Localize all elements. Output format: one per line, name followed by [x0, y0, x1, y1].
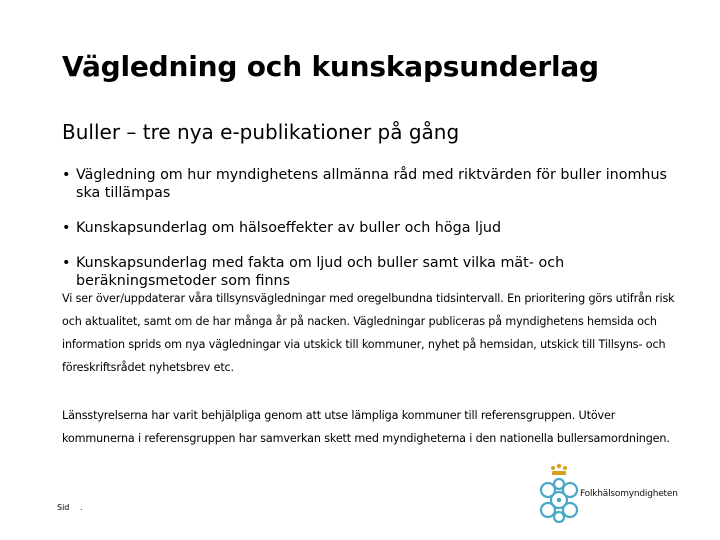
body-paragraph: Vi ser över/uppdaterar våra tillsynsvägledningar med oregelbundna tidsintervall. En prioritering görs utifrån risk och aktualitet, samt om de har många år på nacken. Vägledningar publiceras på myndighetens hemsida och information sprids om nya vägledningar via utskick till kommuner, nyhet på hemsidan, utskick till Tillsyns- och föreskriftsrådet nyhetsbrev etc.	[62, 292, 675, 374]
bullet-marker: •	[62, 220, 71, 236]
logo-wordmark: Folkhälsomyndigheten	[580, 489, 678, 499]
bullet-item	[62, 166, 672, 202]
page-number: .	[80, 503, 83, 512]
bullet-list	[62, 166, 672, 307]
bullet-text: Vägledning om hur myndighetens allmänna råd med riktvärden för buller inomhus ska tillämpas	[76, 167, 667, 201]
bullet-item	[62, 219, 672, 237]
slide-subtitle: Buller – tre nya e-publikationer på gång	[62, 120, 460, 144]
bullet-marker: •	[62, 255, 71, 271]
body-paragraph: Länsstyrelserna har varit behjälpliga genom att utse lämpliga kommuner till referensgruppen. Utöver kommunerna i referensgruppen har samverkan skett med myndigheterna i den nationella bullersamordningen.	[62, 409, 670, 445]
bullet-text: Kunskapsunderlag om hälsoeffekter av buller och höga ljud	[76, 220, 502, 236]
bullet-item	[62, 254, 672, 290]
page-label: Sid	[57, 503, 70, 512]
bullet-text: Kunskapsunderlag med fakta om ljud och buller samt vilka mät- och beräkningsmetoder som finns	[76, 255, 565, 289]
bullet-marker: •	[62, 167, 71, 183]
slide-title: Vägledning och kunskapsunderlag	[62, 50, 599, 83]
